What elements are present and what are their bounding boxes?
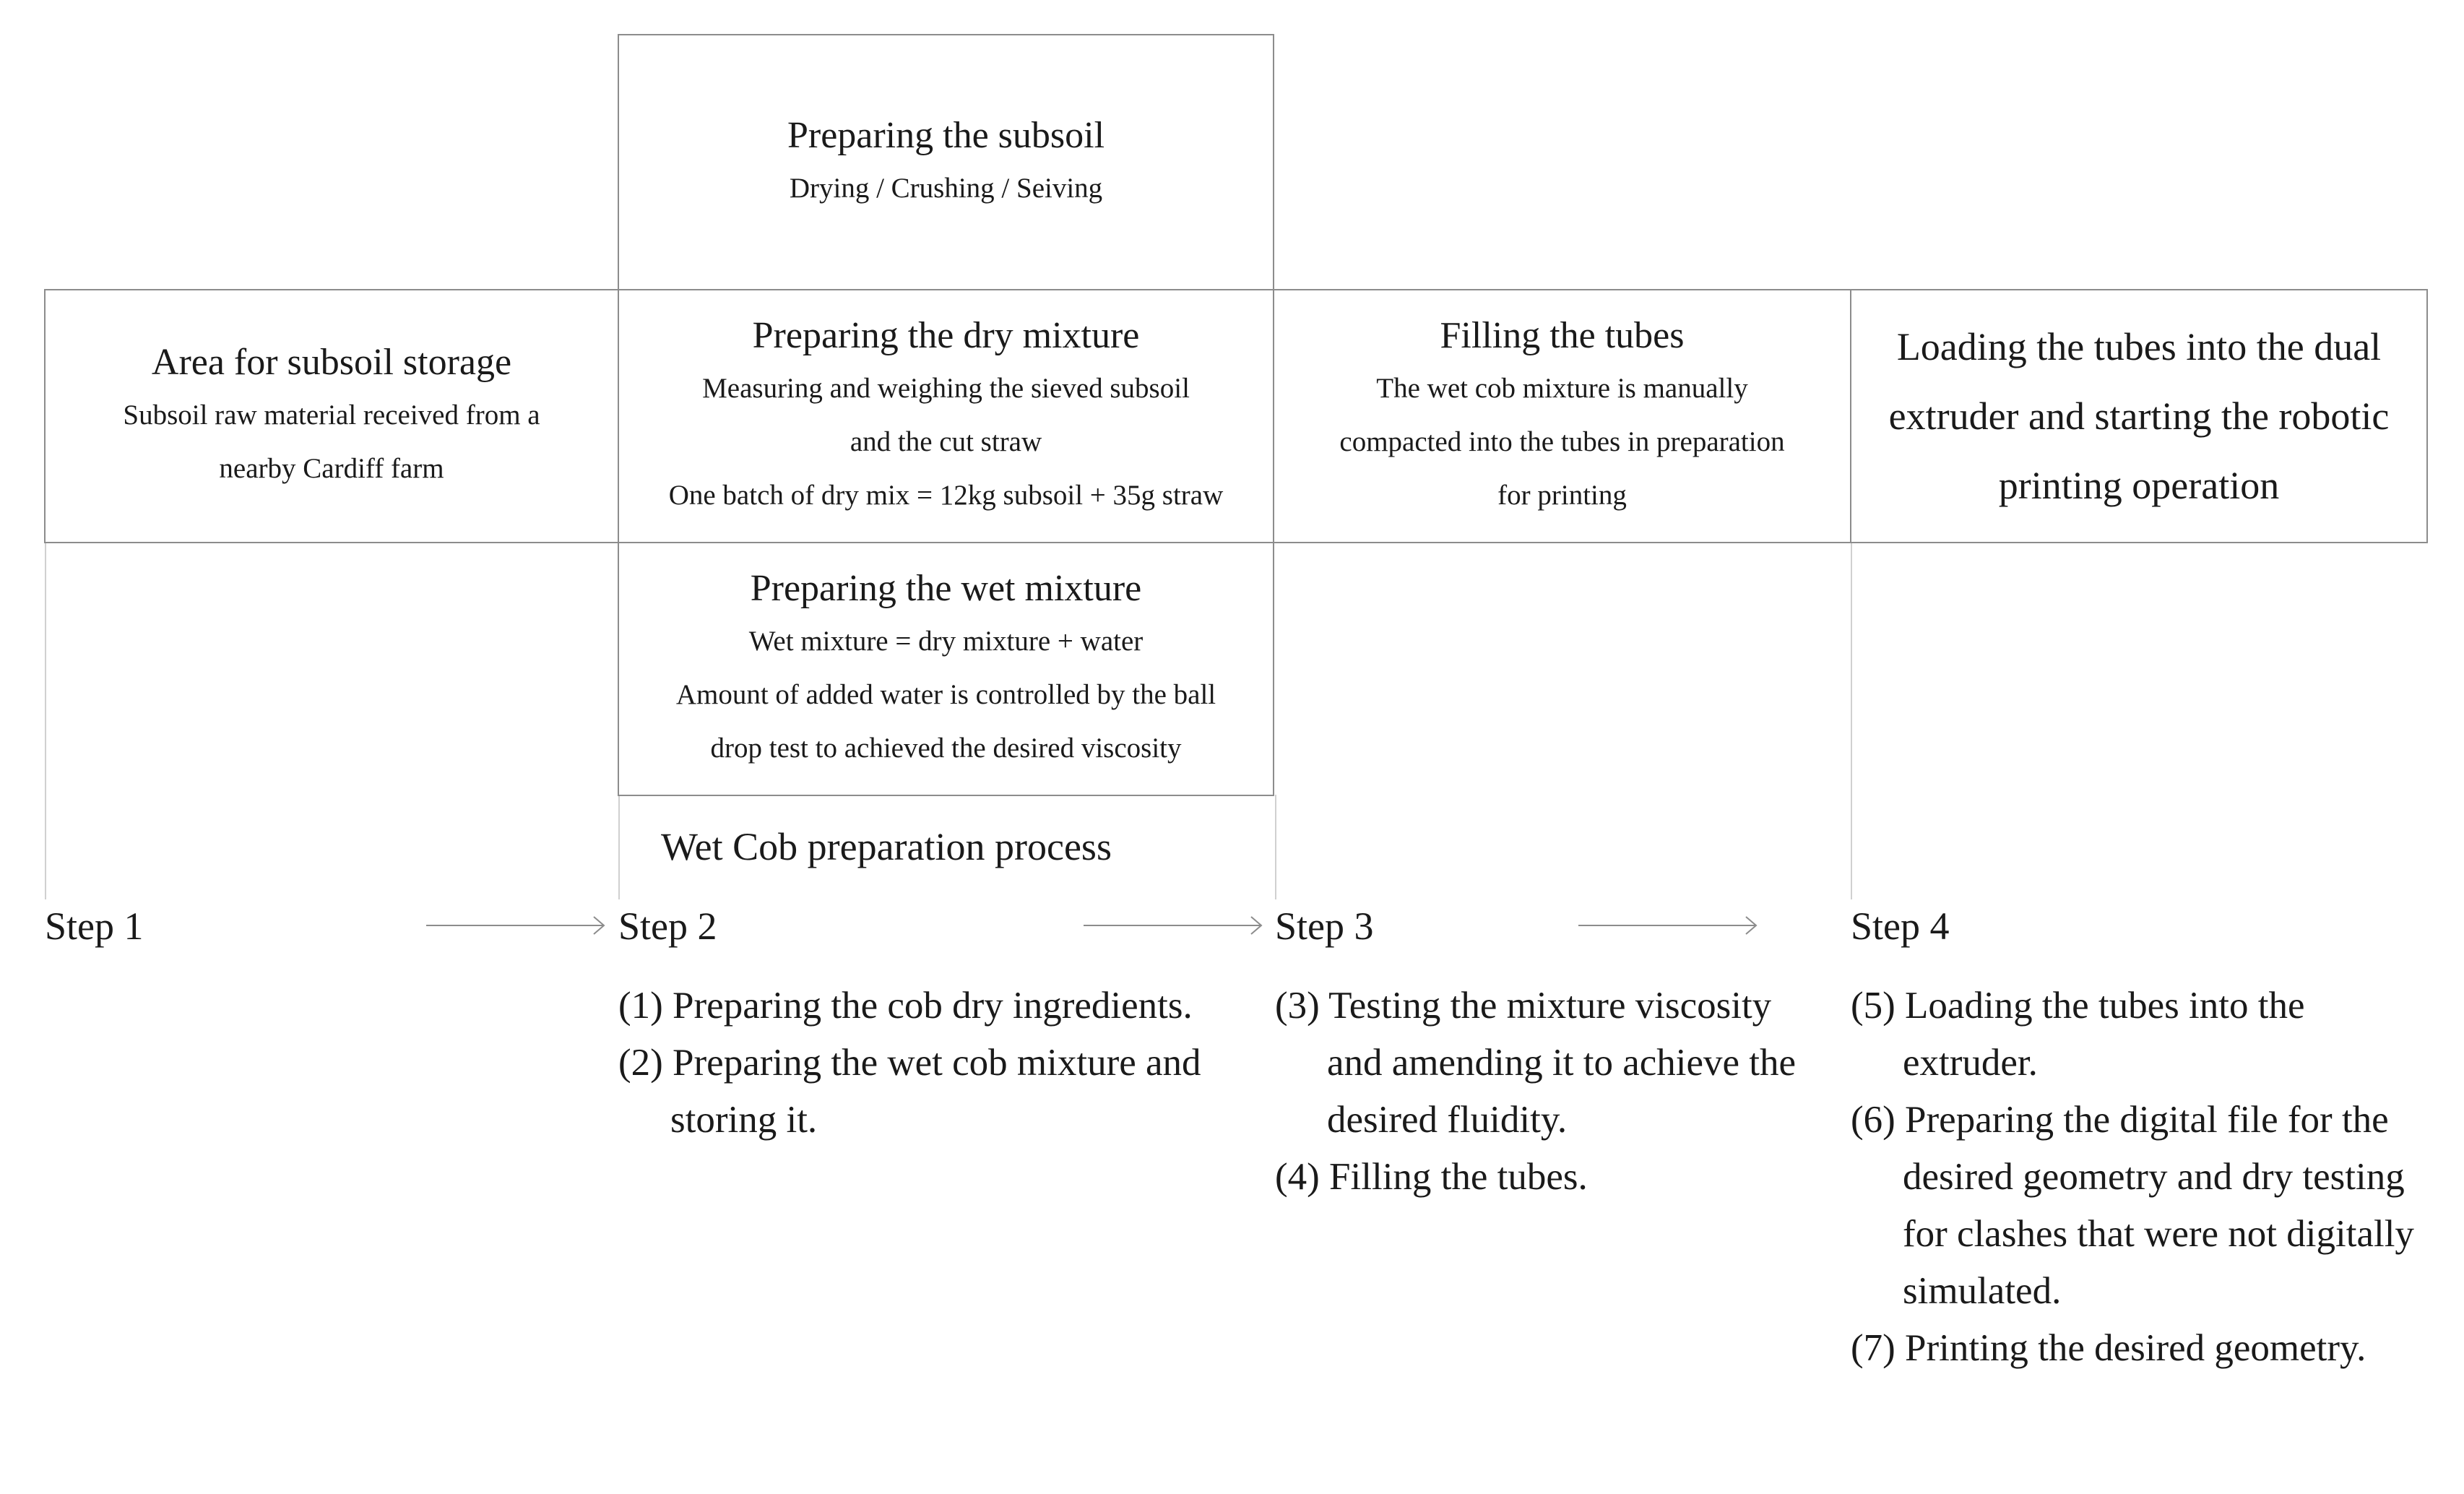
wet-mixture-line-1: Wet mixture = dry mixture + water: [748, 626, 1144, 657]
filling-tubes-title: Filling the tubes: [1440, 315, 1685, 356]
step-4-label: Step 4: [1851, 904, 1950, 948]
dry-mixture-line-1: Measuring and weighing the sieved subsoil: [702, 373, 1190, 404]
loading-tubes-line-3: printing operation: [1998, 464, 2280, 507]
guide-line-step2: [618, 795, 620, 899]
subsoil-storage-line-2: nearby Cardiff farm: [219, 453, 444, 484]
dry-mixture-box: [618, 289, 1274, 543]
step-2-list: [618, 977, 1218, 1149]
step-4-item-2: (6) Preparing the digital file for the desired geometry and dry testing for clashes that were not digitally simulated.: [1851, 1099, 2414, 1312]
step-3-label: Step 3: [1275, 904, 1374, 948]
step-3-item-1: (3) Testing the mixture viscosity and amending it to achieve the desired fluidity.: [1275, 985, 1797, 1141]
subsoil-preparation-box: [618, 34, 1274, 290]
step-4-item-1: (5) Loading the tubes into the extruder.: [1851, 985, 2305, 1084]
dry-mixture-title: Preparing the dry mixture: [752, 315, 1140, 356]
subsoil-storage-title: Area for subsoil storage: [151, 342, 512, 383]
guide-line-step3: [1275, 795, 1276, 899]
wet-mixture-line-2: Amount of added water is controlled by the ball: [675, 679, 1216, 710]
filling-tubes-line-1: The wet cob mixture is manually: [1376, 373, 1748, 404]
dry-mixture-line-3: One batch of dry mix = 12kg subsoil + 35g straw: [668, 480, 1224, 511]
loading-tubes-line-2: extruder and starting the robotic: [1888, 394, 2390, 438]
subsoil-preparation-subtitle: Drying / Crushing / Seiving: [789, 172, 1103, 204]
subsoil-storage-line-1: Subsoil raw material received from a: [123, 400, 540, 431]
step-3-list: [1275, 977, 1813, 1206]
wet-mixture-line-3: drop test to achieved the desired viscosity: [710, 733, 1182, 764]
loading-tubes-box: [1850, 289, 2428, 543]
process-caption: Wet Cob preparation process: [661, 825, 1112, 868]
guide-line-step4: [1851, 542, 1852, 899]
wet-mixture-box: [618, 542, 1274, 796]
arrow-step1-to-step2: [426, 915, 607, 936]
step-3-item-2: (4) Filling the tubes.: [1275, 1156, 1588, 1198]
guide-line-step1: [45, 542, 46, 899]
step-1-label: Step 1: [45, 904, 144, 948]
filling-tubes-line-3: for printing: [1497, 480, 1627, 511]
wet-mixture-title: Preparing the wet mixture: [750, 568, 1142, 609]
filling-tubes-line-2: compacted into the tubes in preparation: [1339, 426, 1785, 457]
step-2-item-2: (2) Preparing the wet cob mixture and storing it.: [618, 1042, 1201, 1141]
subsoil-preparation-title: Preparing the subsoil: [787, 114, 1105, 156]
subsoil-storage-box: [44, 289, 619, 543]
dry-mixture-line-2: and the cut straw: [850, 426, 1042, 457]
step-4-list: [1851, 977, 2414, 1377]
step-2-item-1: (1) Preparing the cob dry ingredients.: [618, 985, 1193, 1027]
arrow-step3-to-step4: [1578, 915, 1759, 936]
loading-tubes-line-1: Loading the tubes into the dual: [1896, 325, 2382, 368]
step-4-item-3: (7) Printing the desired geometry.: [1851, 1327, 2366, 1369]
filling-tubes-box: [1273, 289, 1851, 543]
step-2-label: Step 2: [618, 904, 717, 948]
arrow-step2-to-step3: [1084, 915, 1264, 936]
